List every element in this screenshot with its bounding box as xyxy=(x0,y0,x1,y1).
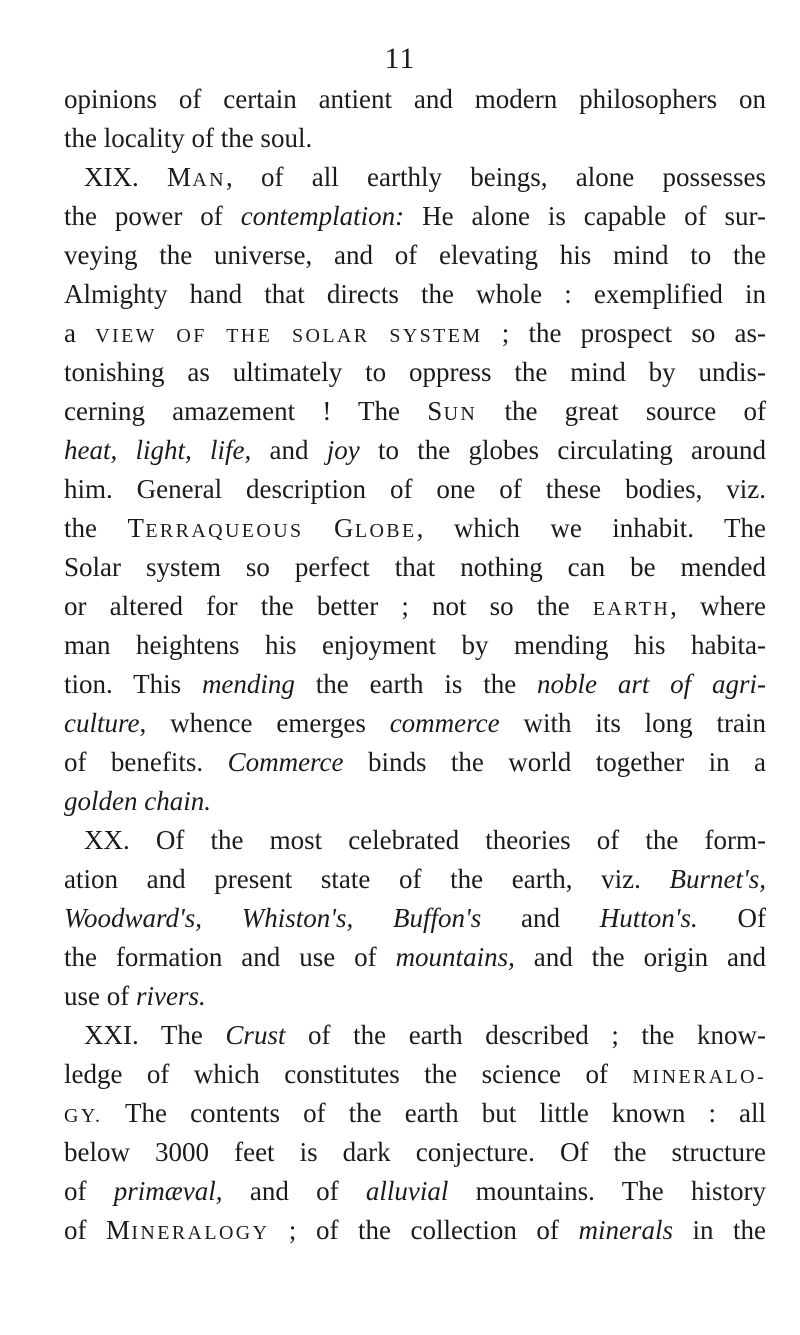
text-line: Almighty hand that directs the whole : exemplified in xyxy=(64,279,766,309)
text-line: of benefits. Commerce binds the world together in a xyxy=(64,747,766,777)
text-line: of primæval, and of alluvial mountains. The history xyxy=(64,1176,766,1206)
section-xix-heading: XIX. MAN, of all earthly beings, alone possesses xyxy=(84,162,766,192)
text-line: ation and present state of the earth, viz. Burnet's, xyxy=(64,864,766,894)
text-line: cerning amazement ! The SUN the great source of xyxy=(64,396,766,426)
text-line: use of rivers. xyxy=(64,981,206,1011)
text-line: tion. This mending the earth is the noble art of agri- xyxy=(64,669,766,699)
text-line: below 3000 feet is dark conjecture. Of the structure xyxy=(64,1137,766,1167)
text-line: Solar system so perfect that nothing can be mended xyxy=(64,552,766,582)
section-xxi-heading: XXI. The Crust of the earth described ; the know- xyxy=(84,1020,766,1050)
text-line: golden chain. xyxy=(64,786,211,816)
text-line: GY. The contents of the earth but little known : all xyxy=(64,1098,766,1128)
text-line: a VIEW OF THE SOLAR SYSTEM ; the prospect so as- xyxy=(64,318,766,348)
text-line: veying the universe, and of elevating his mind to the xyxy=(64,240,766,270)
text-line: tonishing as ultimately to oppress the mind by undis- xyxy=(64,357,766,387)
text-line: opinions of certain antient and modern philosophers on xyxy=(64,84,766,114)
section-xx-heading: XX. Of the most celebrated theories of the form- xyxy=(84,825,766,855)
text-line: ledge of which constitutes the science of MINERALO- xyxy=(64,1059,766,1089)
page-number: 11 xyxy=(384,42,416,75)
text-line: Woodward's, Whiston's, Buffon's and Hutton's. Of xyxy=(64,903,766,933)
text-line: of MINERALOGY ; of the collection of minerals in the xyxy=(64,1215,766,1245)
text-line: heat, light, life, and joy to the globes circulating around xyxy=(64,435,766,465)
text-line: the TERRAQUEOUS GLOBE, which we inhabit. The xyxy=(64,513,766,543)
text-line: the formation and use of mountains, and the origin and xyxy=(64,942,766,972)
text-line: man heightens his enjoyment by mending his habita- xyxy=(64,630,766,660)
text-line: or altered for the better ; not so the EARTH, where xyxy=(64,591,766,621)
text-line: the locality of the soul. xyxy=(64,123,313,153)
text-line: the power of contemplation: He alone is capable of sur- xyxy=(64,201,766,231)
text-line: him. General description of one of these bodies, viz. xyxy=(64,474,766,504)
body-text xyxy=(64,80,766,1250)
text-line: culture, whence emerges commerce with its long train xyxy=(64,708,766,738)
